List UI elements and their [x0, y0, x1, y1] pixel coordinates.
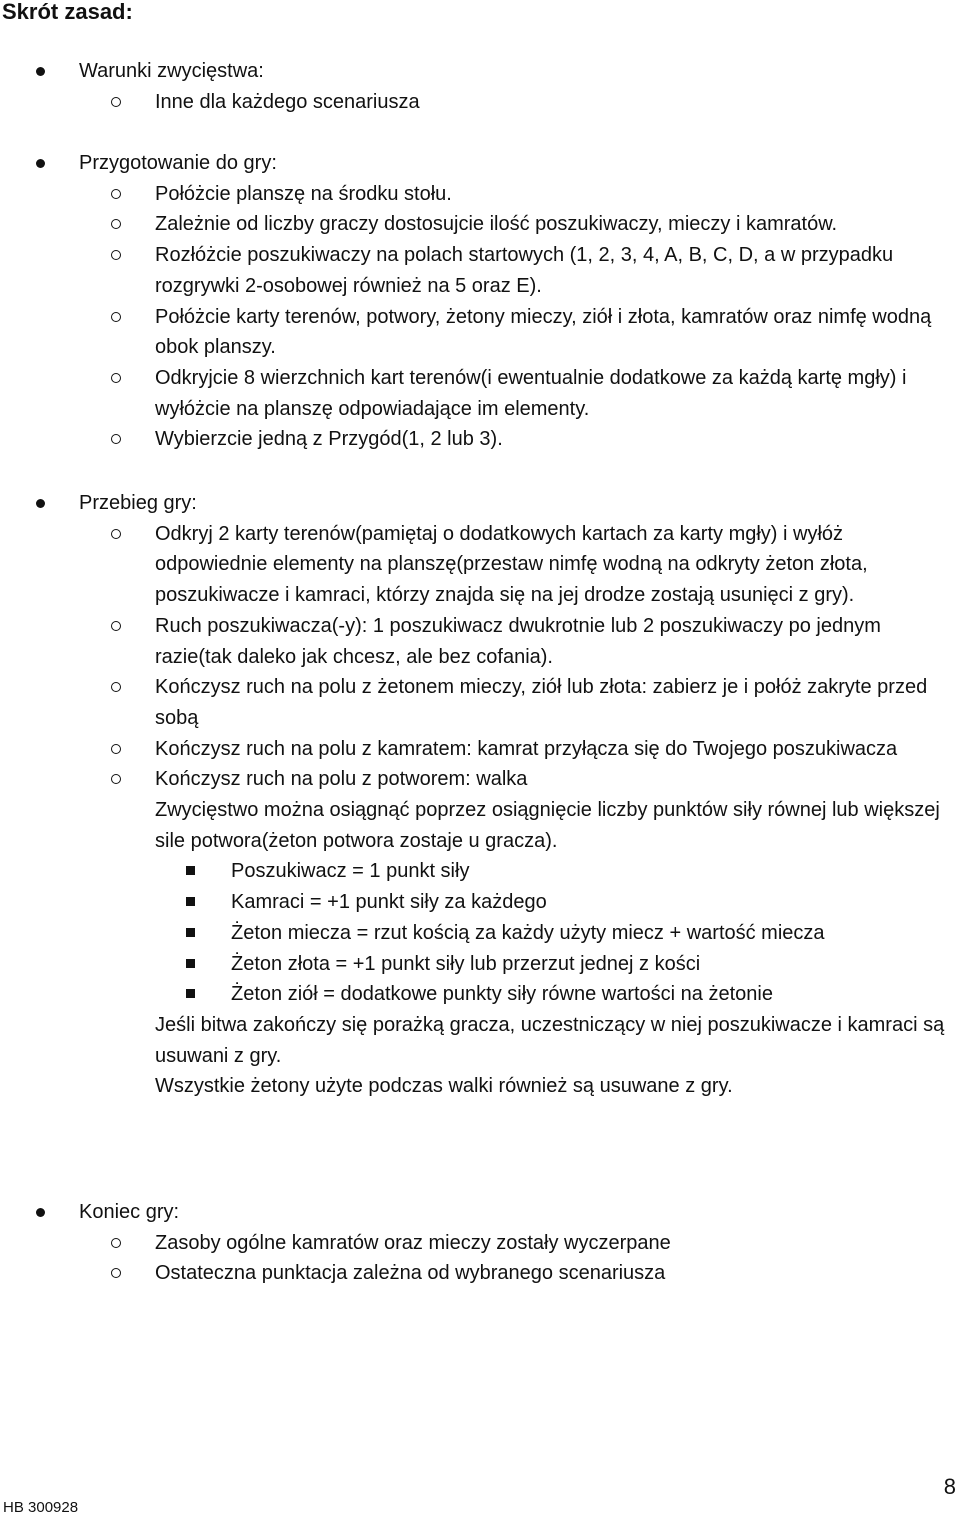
section-heading — [0, 488, 960, 519]
page-title: Skrót zasad: — [2, 0, 133, 24]
list-item: Połóżcie karty terenów, potwory, żetony mieczy, ziół i złota, kamratów oraz nimfę wodną obok planszy. — [0, 302, 960, 363]
list-item: Ruch poszukiwacza(-y): 1 poszukiwacz dwukrotnie lub 2 poszukiwaczy po jednym razie(tak daleko jak chcesz, ale bez cofania). — [0, 611, 960, 672]
square-bullet-icon — [186, 897, 195, 906]
circle-bullet-icon — [111, 219, 121, 229]
list-item: Kończysz ruch na polu z kamratem: kamrat przyłącza się do Twojego poszukiwacza — [0, 734, 960, 765]
circle-bullet-icon — [111, 97, 121, 107]
circle-bullet-icon — [111, 621, 121, 631]
section-heading — [0, 56, 960, 87]
combat-point: Poszukiwacz = 1 punkt siły — [0, 856, 960, 887]
circle-bullet-icon — [111, 1268, 121, 1278]
combat-intro: Zwycięstwo można osiągnąć poprzez osiągnięcie liczby punktów siły równej lub większej sile potwora(żeton potwora zostaje u gracza). — [155, 799, 940, 852]
bullet-icon — [36, 67, 45, 76]
circle-bullet-icon — [111, 1238, 121, 1248]
section-heading — [0, 148, 960, 179]
circle-bullet-icon — [111, 312, 121, 322]
list-item: Ostateczna punktacja zależna od wybranego scenariusza — [0, 1258, 960, 1289]
section-victory-conditions — [0, 56, 960, 117]
circle-bullet-icon — [111, 250, 121, 260]
list-item: Odkryj 2 karty terenów(pamiętaj o dodatkowych kartach za karty mgły) i wyłóż odpowiednie elementy na planszę(przestaw nimfę wodną na odkryty żeton złota, poszukiwacze i kamraci, którzy znajda się na jej drodze zostają usunięci z gry). — [0, 519, 960, 611]
list-item: Wybierzcie jedną z Przygód(1, 2 lub 3). — [0, 424, 960, 455]
square-bullet-icon — [186, 928, 195, 937]
heading-text: Przebieg gry: — [79, 492, 197, 514]
section-setup — [0, 148, 960, 455]
list-item: Kończysz ruch na polu z żetonem mieczy, ziół lub złota: zabierz je i połóż zakryte przed sobą — [0, 672, 960, 733]
section-heading — [0, 1197, 960, 1228]
heading-text: Przygotowanie do gry: — [79, 152, 277, 174]
combat-loss: Jeśli bitwa zakończy się porażką gracza, uczestniczący w niej poszukiwacze i kamraci są usuwani z gry. — [155, 1013, 945, 1067]
circle-bullet-icon — [111, 189, 121, 199]
list-item: Zasoby ogólne kamratów oraz mieczy zostały wyczerpane — [0, 1228, 960, 1259]
list-item: Połóżcie planszę na środku stołu. — [0, 179, 960, 210]
bullet-icon — [36, 159, 45, 168]
square-bullet-icon — [186, 989, 195, 998]
bullet-icon — [36, 1208, 45, 1217]
list-item: Rozłóżcie poszukiwaczy na polach startowych (1, 2, 3, 4, A, B, C, D, a w przypadku rozgrywki 2-osobowej również na 5 oraz E). — [0, 240, 960, 301]
list-item: Inne dla każdego scenariusza — [0, 87, 960, 118]
section-gameplay — [0, 488, 960, 1102]
square-bullet-icon — [186, 959, 195, 968]
section-game-end — [0, 1197, 960, 1289]
list-item: Kończysz ruch na polu z potworem: walka — [0, 764, 960, 795]
list-item: Odkryjcie 8 wierzchnich kart terenów(i ewentualnie dodatkowe za każdą kartę mgły) i wyłóżcie na planszę odpowiadające im elementy. — [0, 363, 960, 424]
circle-bullet-icon — [111, 529, 121, 539]
circle-bullet-icon — [111, 373, 121, 383]
circle-bullet-icon — [111, 434, 121, 444]
circle-bullet-icon — [111, 774, 121, 784]
combat-point: Żeton ziół = dodatkowe punkty siły równe wartości na żetonie — [0, 979, 960, 1010]
circle-bullet-icon — [111, 744, 121, 754]
list-item: Zależnie od liczby graczy dostosujcie ilość poszukiwaczy, mieczy i kamratów. — [0, 209, 960, 240]
bullet-icon — [36, 499, 45, 508]
combat-point: Kamraci = +1 punkt siły za każdego — [0, 887, 960, 918]
circle-bullet-icon — [111, 682, 121, 692]
heading-text: Koniec gry: — [79, 1201, 180, 1223]
page-number: 8 — [943, 1474, 956, 1499]
square-bullet-icon — [186, 866, 195, 875]
combat-point: Żeton złota = +1 punkt siły lub przerzut jednej z kości — [0, 949, 960, 980]
combat-point: Żeton miecza = rzut kością za każdy użyty miecz + wartość miecza — [0, 918, 960, 949]
document-code: HB 300928 — [3, 1499, 79, 1516]
heading-text: Warunki zwycięstwa: — [79, 60, 264, 82]
combat-tokens: Wszystkie żetony użyte podczas walki również są usuwane z gry. — [155, 1075, 733, 1098]
